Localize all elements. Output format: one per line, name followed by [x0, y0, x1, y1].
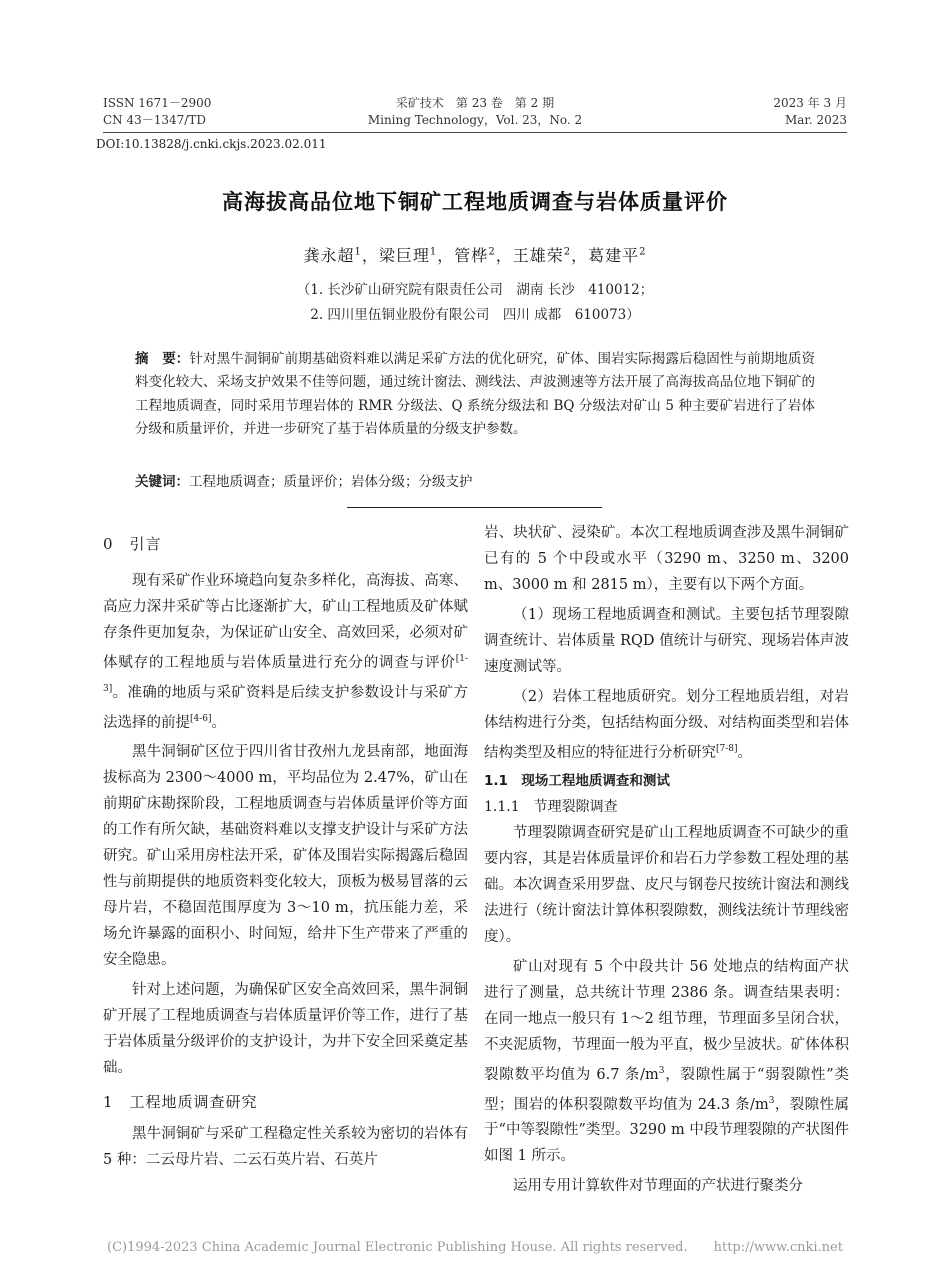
header-rule [103, 132, 847, 133]
journal-name-en: Mining Technology，Vol. 23，No. 2 [367, 113, 583, 127]
copyright-footer: (C)1994-2023 China Academic Journal Electronic Publishing House. All rights reserved. http://www.cnki.net [107, 1240, 843, 1255]
keywords-text: 工程地质调查；质量评价；岩体分级；分级支护 [189, 474, 473, 490]
paragraph: 针对上述问题，为确保矿区安全高效回采，黑牛洞铜矿开展了工程地质调查与岩体质量评价等工作，进行了基于岩体质量分级评价的支护设计，为井下安全回采奠定基础。 [103, 982, 468, 1077]
citation: [1-3] [103, 654, 468, 694]
paragraph: 黑牛洞铜矿与采矿工程稳定性关系较为密切的岩体有 5 种：二云母片岩、二云石英片岩、石英片 [103, 1126, 468, 1169]
issn: ISSN 1671－2900 [103, 96, 212, 110]
keywords-label: 关键词： [135, 474, 189, 490]
paragraph: （1）现场工程地质调查和测试。主要包括节理裂隙调查统计、岩体质量 RQD 值统计与研究、现场岩体声波速度测试等。 [484, 607, 849, 675]
keywords [135, 472, 815, 492]
author: 管桦$^2$， [454, 246, 513, 265]
right-column [484, 520, 849, 1199]
section-heading-1-1-1: 1.1.1 节理裂隙调查 [484, 798, 618, 815]
paragraph: 运用专用计算软件对节理面的产状进行聚类分 [513, 1178, 803, 1195]
paper-title: 高海拔高品位地下铜矿工程地质调查与岩体质量评价 [222, 190, 728, 214]
paragraph: （2）岩体工程地质研究。划分工程地质岩组，对岩体结构进行分类，包括结构面分级、对结构面类型和岩体结构类型及相应的特征进行分析研究[7-8]。 [484, 689, 849, 761]
paragraph: 节理裂隙调查研究是矿山工程地质调查不可缺少的重要内容，其是岩体质量评价和岩石力学参数工程处理的基础。本次调查采用罗盘、皮尺与钢卷尺按统计窗法和测线法进行（统计窗法计算体积裂隙数，测线法统计节理线密度）。 [484, 824, 849, 945]
paragraph: 矿山对现有 5 个中段共计 56 处地点的结构面产状进行了测量，总共统计节理 2386 条。调查结果表明：在同一地点一般只有 1～2 组节理，节理面多呈闭合状，不夹泥质物，节理面一般为平直，极少呈波状。矿体体积裂隙数平均值为 6.7 条$/m^3$，裂隙性属于“弱裂隙性”类型；围岩的体积裂隙数平均值为 24.3 条$/m^3$，裂隙性属于“中等裂隙性”类型。3290 m 中段节理裂隙的产状图件如图 1 所示。 [484, 958, 850, 1165]
author: 梁巨理$^1$， [378, 246, 455, 265]
section-heading-1: 1 工程地质调查研究 [103, 1093, 258, 1112]
paragraph: 黑牛洞铜矿区位于四川省甘孜州九龙县南部，地面海拔标高为 2300～4000 m，平均品位为 2.47%，矿山在前期矿床勘探阶段，工程地质调查与岩体质量评价等方面的工作有所欠缺，基础资料难以支撑支护设计与采矿方法研究。矿山采用房柱法开采，矿体及围岩实际揭露后稳固性与前期提供的地质资料变化较大，顶板为极易冒落的云母片岩，不稳固范围厚度为 3～10 m，抗压能力差，采场允许暴露的面积小、时间短，给井下生产带来了严重的安全隐患。 [103, 744, 468, 969]
doi: DOI:10.13828/j.cnki.ckjs.2023.02.011 [96, 137, 327, 151]
author-list [0, 243, 950, 266]
date-cn: 2023 年 3 月 [773, 96, 847, 110]
author: 葛建平$^2$ [588, 246, 647, 265]
journal-name-cn: 采矿技术 第 23 卷 第 2 期 [395, 96, 555, 110]
citation: [4-6] [190, 713, 212, 724]
section-heading-introduction: 0 引言 [103, 535, 162, 553]
abstract-text: 针对黑牛洞铜矿前期基础资料难以满足采矿方法的优化研究，矿体、围岩实际揭露后稳固性与前期地质资料变化较大、采场支护效果不佳等问题，通过统计窗法、测线法、声波测速等方法开展了高海拔高品位地下铜矿的工程地质调查，同时采用节理岩体的 RMR 分级法、Q 系统分级法和 BQ 分级法对矿山 5 种主要矿岩进行了岩体分级和质量评价，并进一步研究了基于岩体质量的分级支护参数。 [135, 351, 816, 437]
journal-date-block [773, 95, 847, 129]
citation: [7-8] [716, 744, 738, 754]
abstract-label: 摘 要： [135, 351, 190, 367]
paragraph: 现有采矿作业环境趋向复杂多样化，高海拔、高寒、高应力深井采矿等占比逐渐扩大，矿山工程地质及矿体赋存条件更加复杂，为保证矿山安全、高效回采，必须对矿体赋存的工程地质与岩体质量进行充分的调查与评价[1-3]。准确的地质与采矿资料是后续支护参数设计与采矿方法选择的前提[4-6]。 [103, 573, 468, 731]
cn-number: CN 43－1347/TD [103, 113, 206, 127]
paragraph: 岩、块状矿、浸染矿。本次工程地质调查涉及黑牛洞铜矿已有的 5 个中段或水平（3290 m、3250 m、3200 m、3000 m 和 2815 m），主要有以下两个方面。 [484, 525, 849, 593]
author: 龚永超$^1$， [303, 246, 379, 265]
affiliation-1: （1. 长沙矿山研究院有限责任公司 湖南 长沙 410012； [296, 282, 654, 298]
date-en: Mar. 2023 [784, 113, 847, 127]
affiliation-2: 2. 四川里伍铜业股份有限公司 四川 成都 610073） [310, 307, 640, 323]
abstract [135, 348, 815, 441]
author: 王雄荣$^2$， [512, 246, 589, 265]
abstract-separator [347, 507, 602, 508]
left-column [103, 520, 468, 1173]
section-heading-1-1: 1.1 现场工程地质调查和测试 [484, 772, 670, 789]
